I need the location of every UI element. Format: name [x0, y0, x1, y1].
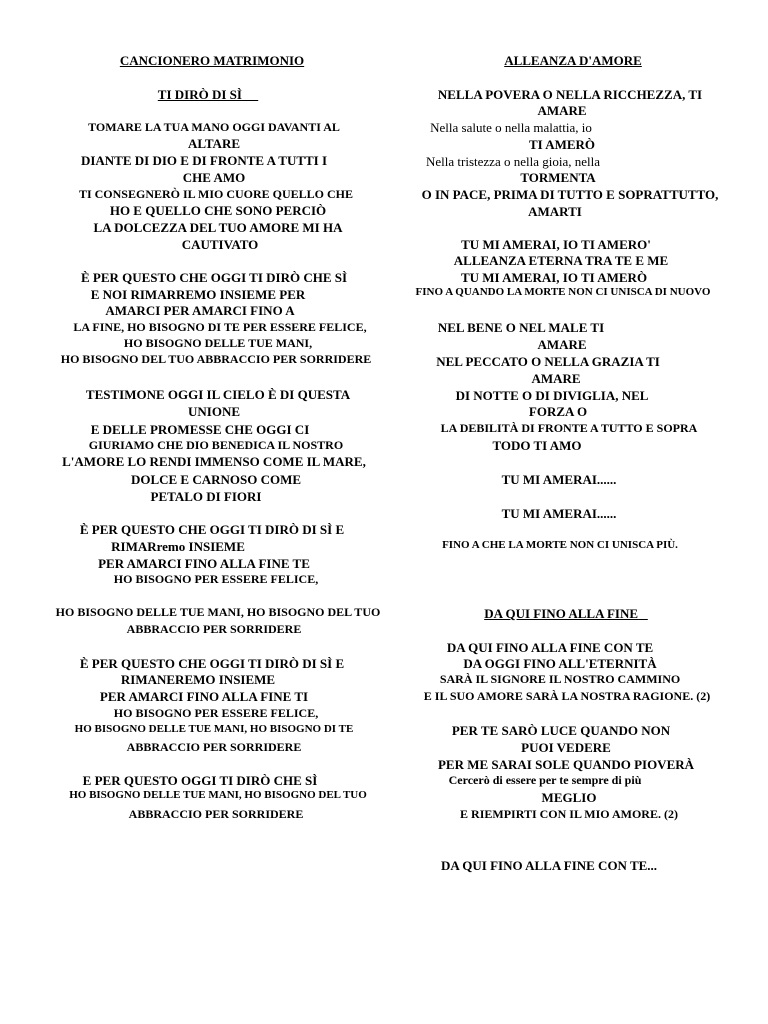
lyric-line: DA QUI FINO ALLA FINE CON TE: [446, 640, 654, 655]
lyric-line: PUOI VEDERE: [521, 740, 611, 755]
song-title-da-qui-fino-alla-fine: [484, 607, 648, 620]
lyric-line: ALLEANZA ETERNA TRA TE E ME: [453, 253, 669, 268]
lyric-line: PER TE SARÒ LUCE QUANDO NON: [451, 723, 671, 738]
lyric-line: È PER QUESTO CHE OGGI TI DIRÒ DI SÌ E: [79, 522, 345, 537]
lyric-line: HO BISOGNO DEL TUO ABBRACCIO PER SORRIDERE: [60, 352, 372, 366]
lyric-line: NEL BENE O NEL MALE TI: [437, 320, 605, 335]
lyric-line: E NOI RIMARREMO INSIEME PER: [90, 287, 306, 302]
lyric-line: ALTARE: [187, 136, 241, 151]
lyric-line: NEL PECCATO O NELLA GRAZIA TI: [436, 354, 660, 369]
lyric-line: GIURIAMO CHE DIO BENEDICA IL NOSTRO: [88, 438, 344, 452]
lyric-line: HO BISOGNO DELLE TUE MANI,: [123, 336, 313, 350]
lyric-line: AMARTI: [528, 204, 582, 219]
lyric-line: HO BISOGNO DELLE TUE MANI, HO BISOGNO DEL TUO: [55, 605, 381, 619]
lyric-line: E PER QUESTO OGGI TI DIRÒ CHE SÌ: [82, 773, 318, 788]
lyric-line: AMARCI PER AMARCI FINO A: [105, 303, 295, 318]
lyric-line: PETALO DI FIORI: [150, 489, 262, 504]
lyric-line: FINO A CHE LA MORTE NON CI UNISCA PIÙ.: [442, 539, 678, 551]
lyric-line: TOMARE LA TUA MANO OGGI DAVANTI AL: [88, 120, 340, 134]
lyric-line: E IL SUO AMORE SARÀ LA NOSTRA RAGIONE. (2): [423, 689, 711, 703]
lyric-line: RIMANEREMO INSIEME: [120, 672, 276, 687]
lyric-line: ABBRACCIO PER SORRIDERE: [126, 622, 302, 636]
lyric-line: AMARE: [531, 371, 581, 386]
lyric-line: TU MI AMERAI, IO TI AMERÒ: [460, 270, 648, 285]
lyric-line: LA FINE, HO BISOGNO DI TE PER ESSERE FELICE,: [73, 320, 367, 334]
lyric-line: DA OGGI FINO ALL'ETERNITÀ: [463, 656, 657, 671]
lyric-line: E DELLE PROMESSE CHE OGGI CI: [90, 422, 310, 437]
song-title-text: TI DIRÒ DI SÌ: [157, 87, 242, 102]
lyric-line: È PER QUESTO CHE OGGI TI DIRÒ DI SÌ E: [79, 656, 345, 671]
lyric-line: DOLCE E CARNOSO COME: [130, 472, 302, 487]
title-underline-tail: [242, 87, 258, 102]
lyric-line: TU MI AMERAI......: [501, 472, 617, 487]
lyric-line: TODO TI AMO: [492, 438, 582, 453]
lyric-line: HO E QUELLO CHE SONO PERCIÒ: [109, 203, 327, 218]
title-underline-tail: [638, 606, 648, 621]
lyric-line: ABBRACCIO PER SORRIDERE: [128, 807, 304, 821]
lyric-line: Nella tristezza o nella gioia, nella: [426, 154, 600, 169]
lyric-line: NELLA POVERA O NELLA RICCHEZZA, TI: [437, 87, 703, 102]
lyric-line: TU MI AMERAI, IO TI AMERO': [461, 237, 651, 252]
lyric-line: PER ME SARAI SOLE QUANDO PIOVERÀ: [437, 757, 695, 772]
lyric-line: TI AMERÒ: [528, 137, 596, 152]
lyric-line: DI NOTTE O DI DIVIGLIA, NEL: [455, 388, 649, 403]
lyric-line: LA DOLCEZZA DEL TUO AMORE MI HA: [93, 220, 343, 235]
lyric-line: ABBRACCIO PER SORRIDERE: [126, 740, 302, 754]
lyric-line: DA QUI FINO ALLA FINE CON TE...: [440, 858, 658, 873]
lyric-line: HO BISOGNO PER ESSERE FELICE,: [113, 572, 319, 586]
lyric-line: DIANTE DI DIO E DI FRONTE A TUTTI I: [80, 153, 328, 168]
lyric-line: UNIONE: [187, 404, 241, 419]
lyric-line: HO BISOGNO PER ESSERE FELICE,: [113, 706, 319, 720]
lyric-line: O IN PACE, PRIMA DI TUTTO E SOPRATTUTTO,: [421, 187, 719, 202]
lyric-line: FORZA O: [528, 404, 588, 419]
lyric-line: AMARE: [537, 103, 587, 118]
lyric-line: RIMARremo INSIEME: [111, 539, 245, 554]
lyric-line: Nella salute o nella malattia, io: [430, 120, 592, 135]
lyric-line: TESTIMONE OGGI IL CIELO È DI QUESTA: [85, 387, 351, 402]
song-title-ti-diro-di-si: [158, 88, 258, 101]
song-title-text: DA QUI FINO ALLA FINE: [484, 606, 639, 621]
songbook-header: CANCIONERO MATRIMONIO: [119, 53, 305, 68]
lyric-line: SARÀ IL SIGNORE IL NOSTRO CAMMINO: [439, 672, 681, 686]
lyric-line: FINO A QUANDO LA MORTE NON CI UNISCA DI NUOVO: [415, 286, 711, 298]
lyric-line: TI CONSEGNERÒ IL MIO CUORE QUELLO CHE: [78, 187, 354, 201]
lyric-line: Cercerò di essere per te sempre di più: [448, 773, 642, 787]
lyric-line: TU MI AMERAI......: [501, 506, 617, 521]
lyric-line: AMARE: [537, 337, 587, 352]
lyric-line: PER AMARCI FINO ALLA FINE TI: [99, 689, 309, 704]
song-title-alleanza-damore: ALLEANZA D'AMORE: [504, 53, 642, 68]
lyric-line: MEGLIO: [541, 790, 597, 805]
lyric-line: E RIEMPIRTI CON IL MIO AMORE. (2): [460, 807, 678, 821]
lyric-line: È PER QUESTO CHE OGGI TI DIRÒ CHE SÌ: [80, 270, 348, 285]
lyric-line: HO BISOGNO DELLE TUE MANI, HO BISOGNO DI TE: [74, 723, 354, 735]
lyric-line: HO BISOGNO DELLE TUE MANI, HO BISOGNO DEL TUO: [69, 789, 367, 801]
lyric-line: TORMENTA: [520, 170, 596, 185]
lyric-line: CHE AMO: [182, 170, 246, 185]
lyric-line: PER AMARCI FINO ALLA FINE TE: [98, 556, 310, 571]
lyric-line: LA DEBILITÀ DI FRONTE A TUTTO E SOPRA: [440, 421, 698, 435]
lyric-line: L'AMORE LO RENDI IMMENSO COME IL MARE,: [62, 454, 366, 469]
lyric-line: CAUTIVATO: [181, 237, 259, 252]
